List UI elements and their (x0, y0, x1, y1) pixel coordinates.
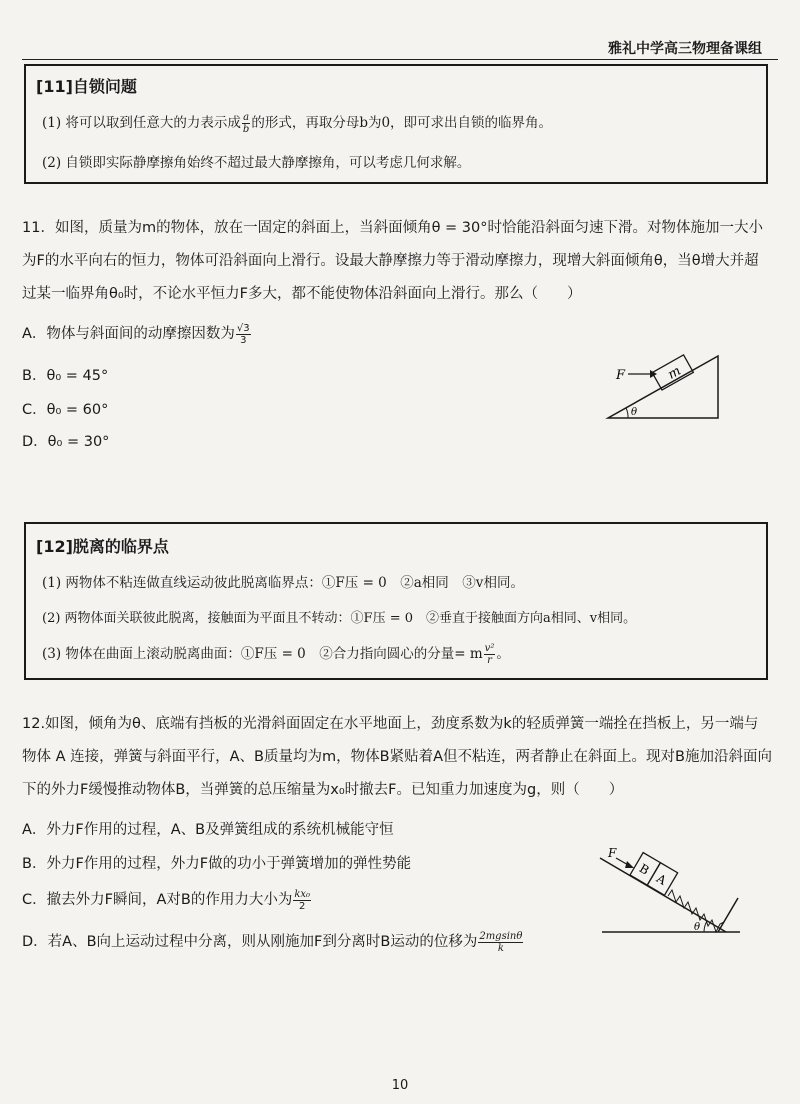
label-force: F (608, 848, 617, 860)
frac-den: k (497, 942, 504, 954)
question-11-option-a (22, 322, 252, 346)
fraction-v2-over-r (484, 643, 496, 666)
question-11-option-c: C．θ₀ = 60° (22, 402, 109, 418)
frac-num: √3 (236, 322, 250, 334)
question-11-stem: 11．如图，质量为m的物体，放在一固定的斜面上，当斜面倾角θ = 30°时恰能沿斜面匀速下滑。对物体施加一大小为F的水平向右的恒力，物体可沿斜面向上滑行。设最大静摩擦力等于滑动摩擦力，现增大斜面倾角θ，当θ增大并超过某一临界角θ₀时，不论水平恒力F多大，都不能使物体沿斜面向上滑行。那么（ ） (22, 220, 764, 302)
label-m: m (665, 363, 684, 383)
line-text: (1) 将可以取到任意大的力表示成 (42, 115, 241, 131)
label-theta: θ (694, 922, 701, 933)
tip-box-title: [12]脱离的临界点 (36, 537, 169, 556)
label-block-a: A (654, 871, 669, 888)
tip-box-line-1 (42, 111, 756, 135)
question-12-option-d (22, 930, 524, 954)
question-12-option-c (22, 888, 312, 912)
option-text: A．物体与斜面间的动摩擦因数为 (22, 326, 235, 342)
tip-box-title: [11]自锁问题 (36, 77, 137, 96)
angle-arc (626, 408, 628, 418)
page-number: 10 (391, 1078, 409, 1093)
header-title: 雅礼中学高三物理备课组 (608, 41, 762, 57)
tip-box-line-3 (42, 642, 756, 666)
tip-box-line-2: (2) 自锁即实际静摩擦角始终不超过最大静摩擦角，可以考虑几何求解。 (42, 155, 471, 171)
option-text: D．若A、B向上运动过程中分离，则从刚施加F到分离时B运动的位移为 (22, 934, 478, 950)
header-divider (22, 59, 778, 60)
question-11-figure (600, 350, 730, 422)
incline-triangle (608, 356, 718, 418)
tip-box-line-2: (2) 两物体面关联彼此脱离，接触面为平面且不转动：①F压 = 0 ②垂直于接触面方向a相同、v相同。 (42, 611, 637, 626)
frac-den: r (487, 655, 492, 666)
fraction-2mgsin-over-k (478, 931, 523, 954)
question-11-option-d: D．θ₀ = 30° (22, 434, 110, 450)
tip-box-line-1: (1) 两物体不粘连做直线运动彼此脱离临界点：①F压 = 0 ②a相同 ③v相同。 (42, 575, 524, 591)
fraction-sqrt3-over-3 (236, 323, 251, 346)
force-arrowhead (625, 861, 634, 868)
line-text: 。 (496, 646, 510, 662)
fraction-kx0-over-2 (293, 889, 311, 912)
option-text: C．撤去外力F瞬间，A对B的作用力大小为 (22, 892, 293, 908)
label-theta: θ (631, 407, 638, 418)
label-block-b: B (636, 861, 652, 878)
question-12-option-b: B．外力F作用的过程，外力F做的功小于弹簧增加的弹性势能 (22, 856, 412, 872)
tip-box-self-locking (24, 64, 768, 184)
question-12-figure (596, 848, 746, 938)
frac-num: 2mgsinθ (479, 930, 523, 942)
question-12-stem: 12.如图，倾角为θ、底端有挡板的光滑斜面固定在水平地面上，劲度系数为k的轻质弹簧一端拴在挡板上，另一端与物体 A 连接，弹簧与斜面平行，A、B质量均为m，物体B紧贴着A但不粘连，两者静止在斜面上。现对B施加沿斜面向下的外力F缓慢推动物体B，当弹簧的总压缩量为x₀时撤去F。已知重力加速度为g，则（ ） (22, 716, 772, 798)
question-12-option-a: A．外力F作用的过程，A、B及弹簧组成的系统机械能守恒 (22, 822, 394, 838)
block-m (652, 355, 693, 390)
question-11-option-b: B．θ₀ = 45° (22, 368, 109, 384)
line-text: (3) 物体在曲面上滚动脱离曲面：①F压 = 0 ②合力指向圆心的分量= m (42, 646, 483, 662)
line-text: 的形式，再取分母b为0，即可求出自锁的临界角。 (251, 115, 553, 131)
frac-den: b (242, 124, 250, 135)
frac-num: a (243, 112, 250, 123)
frac-den: 3 (240, 334, 247, 346)
label-force: F (616, 368, 626, 383)
frac-num: kx₀ (294, 888, 311, 900)
frac-num: v² (484, 643, 495, 654)
frac-den: 2 (299, 900, 306, 912)
fraction-a-over-b (242, 112, 250, 135)
tip-box-separation (24, 522, 768, 680)
angle-arc (704, 921, 707, 932)
stopper-plate (718, 898, 738, 932)
